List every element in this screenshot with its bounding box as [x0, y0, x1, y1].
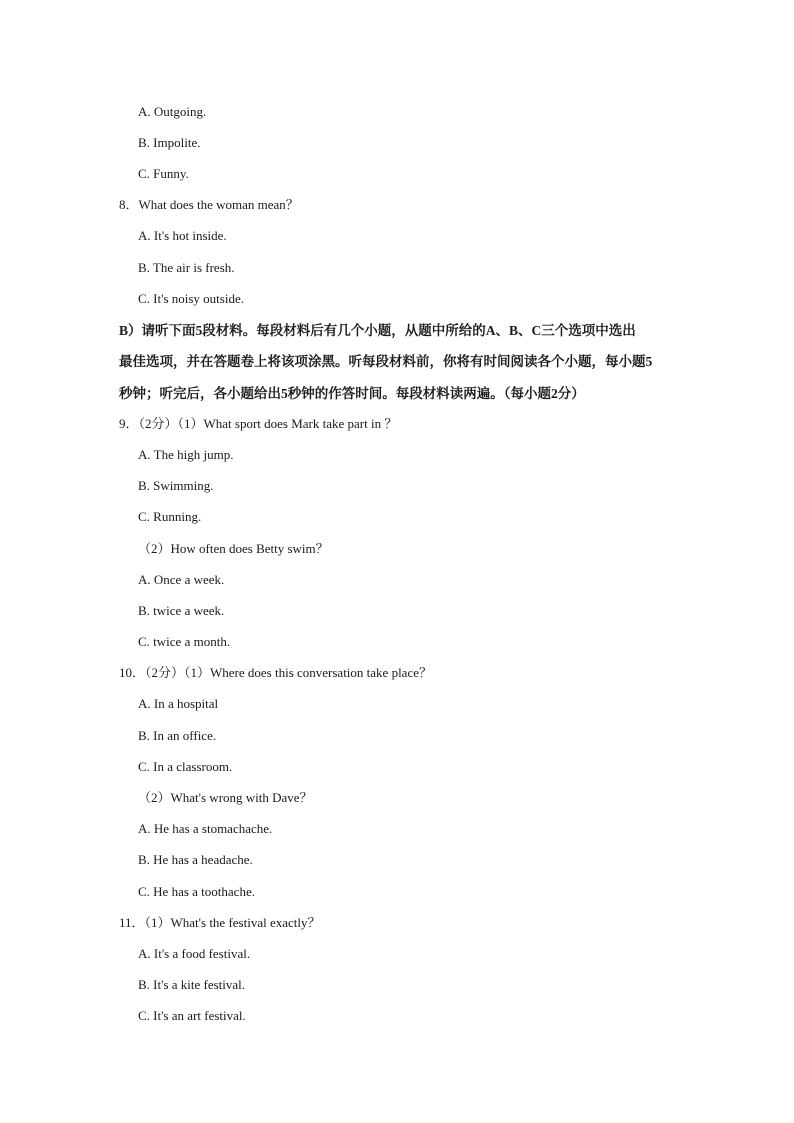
q10-1-option-c: C. In a classroom.: [138, 759, 233, 774]
q8-stem: 8．What does the woman mean？: [119, 197, 299, 212]
section-b-line-3: 秒钟；听完后，各小题给出5秒钟的作答时间。每段材料读两遍。（每小题2分）: [119, 385, 585, 401]
q9-sub2-stem: （2）How often does Betty swim？: [138, 541, 329, 556]
q11-1-option-a: A. It's a food festival.: [138, 946, 251, 961]
q9-1-option-b: B. Swimming.: [138, 478, 214, 493]
q9-1-option-c: C. Running.: [138, 509, 202, 524]
q7-option-b: B. Impolite.: [138, 135, 201, 150]
q9-2-option-c: C. twice a month.: [138, 634, 231, 649]
q9-2-option-a: A. Once a week.: [138, 572, 225, 587]
q10-1-option-b: B. In an office.: [138, 728, 217, 743]
q7-option-a: A. Outgoing.: [138, 104, 207, 119]
q8-option-a: A. It's hot inside.: [138, 228, 227, 243]
q9-1-option-a: A. The high jump.: [138, 447, 234, 462]
q8-option-c: C. It's noisy outside.: [138, 291, 244, 306]
q7-option-c: C. Funny.: [138, 166, 189, 181]
q8-option-b: B. The air is fresh.: [138, 260, 235, 275]
section-b-instructions: [119, 315, 679, 409]
q9-2-option-b: B. twice a week.: [138, 603, 225, 618]
q10-stem: 10．（2分）（1）Where does this conversation take place？: [119, 665, 432, 680]
q10-sub2-stem: （2）What's wrong with Dave？: [138, 790, 313, 805]
q11-1-option-c: C. It's an art festival.: [138, 1008, 246, 1023]
q11-1-option-b: B. It's a kite festival.: [138, 977, 246, 992]
q10-2-option-c: C. He has a toothache.: [138, 884, 255, 899]
section-b-line-1: B）请听下面5段材料。每段材料后有几个小题，从题中所给的A、B、C三个选项中选出: [119, 323, 636, 338]
q11-stem: 11．（1）What's the festival exactly？: [119, 915, 321, 930]
q10-2-option-b: B. He has a headache.: [138, 852, 253, 867]
q10-1-option-a: A. In a hospital: [138, 696, 219, 711]
q10-2-option-a: A. He has a stomachache.: [138, 821, 273, 836]
section-b-line-2: 最佳选项，并在答题卷上将该项涂黑。听每段材料前，你将有时间阅读各个小题，每小题5: [119, 354, 653, 370]
q9-stem: 9．（2分）（1）What sport does Mark take part in ？: [119, 416, 398, 431]
